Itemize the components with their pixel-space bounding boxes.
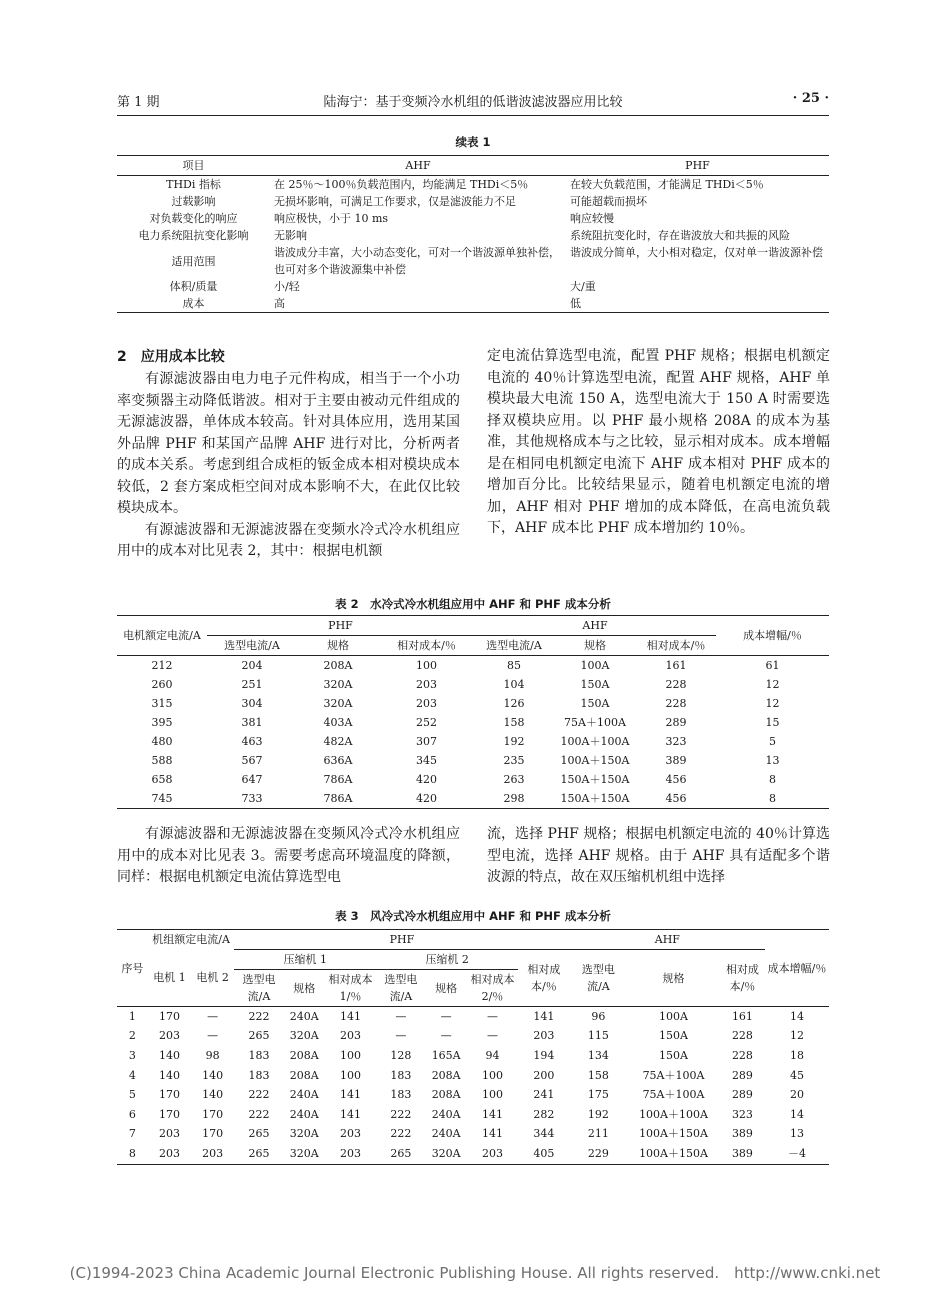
table-cell: 100 (340, 1068, 361, 1082)
table-cell: 194 (533, 1048, 555, 1062)
table-cell: 389 (720, 1144, 765, 1164)
table-cell: 140 (202, 1088, 224, 1102)
table-row (117, 694, 829, 713)
table-cell: 289 (665, 715, 687, 729)
table3-header-row (117, 930, 829, 950)
table1-header-row (117, 156, 829, 176)
table-cell: 12 (790, 1029, 805, 1043)
table-cell: 240A (431, 1107, 461, 1121)
table-cell: — (207, 1009, 219, 1023)
table-cell: 265 (248, 1127, 270, 1141)
table1-col-phf: PHF (566, 156, 829, 176)
table-cell: 8 (117, 1144, 148, 1164)
table-cell: 100A＋150A (560, 753, 630, 767)
table-cell: 8 (716, 789, 829, 809)
table-cell: 170 (158, 1088, 180, 1102)
table-cell: 251 (241, 677, 263, 691)
table-cell: 100A＋100A (560, 734, 630, 748)
table-cell: 150A (659, 1029, 688, 1043)
table2-sub-col: 选型电流/A (474, 636, 554, 656)
table3-col-rel1: 相对成本 1/％ (325, 970, 376, 1007)
right-column-text (487, 346, 830, 540)
table3-col-rel-total: 相对成本/％ (518, 950, 569, 1007)
table3-group-phf: PHF (234, 930, 569, 950)
table-cell: 150A (659, 1048, 688, 1062)
table-cell: 265 (234, 1144, 283, 1164)
running-title: 陆海宁：基于变频冷水机组的低谐波滤波器应用比较 (323, 95, 623, 110)
table-cell: 240A (289, 1088, 319, 1102)
table-cell: 203 (467, 1144, 518, 1164)
table-row (117, 1144, 829, 1164)
table3-comp2: 压缩机 2 (376, 950, 518, 970)
table1-col-item: 项目 (117, 156, 270, 176)
table-row (117, 1046, 829, 1066)
table-row (117, 656, 829, 676)
table-cell: 183 (248, 1068, 270, 1082)
table-row (117, 176, 829, 194)
table1-col-ahf: AHF (270, 156, 566, 176)
table-cell: 体积/质量 (169, 280, 218, 293)
table-cell: 208A (289, 1048, 319, 1062)
table-cell: — (395, 1029, 407, 1043)
paragraph: 流，选择 PHF 规格；根据电机额定电流的 40％计算选型电流，选择 AHF 规格。由于 AHF 具有适配多个谐波源的特点，故在双压缩机机组中选择 (487, 826, 830, 885)
table-cell: 75A＋100A (642, 1088, 705, 1102)
page-number: · 25 · (792, 91, 829, 106)
table-cell: 141 (533, 1009, 555, 1023)
table-cell: 240A (289, 1009, 319, 1023)
table-cell: 100 (481, 1068, 503, 1082)
table-cell: 240A (431, 1127, 461, 1141)
table-cell: 265 (248, 1029, 270, 1043)
table-cell: 140 (158, 1048, 180, 1062)
table3 (117, 929, 829, 1165)
table-cell: 100 (340, 1048, 361, 1062)
table-cell: 141 (481, 1107, 503, 1121)
table-cell: 203 (340, 1029, 361, 1043)
table-row (117, 244, 829, 278)
table-cell: — (486, 1029, 498, 1043)
table-cell: －4 (765, 1144, 829, 1164)
table-cell: 345 (416, 753, 437, 767)
table-row (117, 295, 829, 313)
table-cell: 228 (731, 1048, 753, 1062)
table-cell: 260 (151, 677, 173, 691)
table-cell: 100 (416, 658, 437, 672)
table-row (117, 789, 829, 809)
table-cell: 在 25％～100％负载范围内，均能满足 THDi＜5％ (274, 178, 529, 191)
table-cell: 系统阻抗变化时，存在谐波放大和共振的风险 (570, 229, 790, 242)
table-cell: 403A (323, 715, 353, 729)
table3-caption: 表 3 风冷式冷水机组应用中 AHF 和 PHF 成本分析 (335, 909, 611, 923)
table-row (117, 713, 829, 732)
left-column-text-2 (117, 824, 460, 889)
table-cell: 170 (158, 1009, 180, 1023)
table-cell: 192 (503, 734, 525, 748)
table-cell: 241 (533, 1088, 555, 1102)
left-column-text (117, 369, 460, 563)
table-cell: 381 (241, 715, 263, 729)
table-cell: 13 (765, 753, 780, 767)
table2-sub-col: 规格 (554, 636, 636, 656)
table-cell: 5 (769, 734, 776, 748)
table-cell: 315 (151, 696, 173, 710)
table-cell: 588 (151, 753, 173, 767)
table-cell: 222 (248, 1107, 270, 1121)
table-cell: 13 (790, 1127, 805, 1141)
table-cell: 203 (158, 1029, 180, 1043)
table-cell: 150A＋150A (560, 772, 630, 786)
table3-col-sel2: 选型电流/A (376, 970, 425, 1007)
table3-col-m2: 电机 2 (191, 950, 234, 1007)
table-cell: 165A (431, 1048, 461, 1062)
table-cell: 463 (241, 734, 263, 748)
table-cell: 203 (340, 1127, 361, 1141)
paragraph: 有源滤波器和无源滤波器在变频水冷式冷水机组应用中的成本对比见表 2，其中：根据电机额 (117, 521, 460, 559)
table-row (117, 675, 829, 694)
table-cell: 320A (284, 1144, 325, 1164)
table-cell: 15 (765, 715, 780, 729)
table-cell: 158 (587, 1068, 609, 1082)
table3-body (117, 1007, 829, 1165)
table-cell: 低 (566, 295, 829, 313)
table2-sub-col: 相对成本/％ (636, 636, 716, 656)
table-cell: 无影响 (274, 229, 307, 242)
table2-sub-col: 选型电流/A (207, 636, 297, 656)
table-row (117, 751, 829, 770)
table-cell: 263 (503, 772, 525, 786)
table-cell: — (440, 1009, 452, 1023)
table-cell: 658 (151, 772, 173, 786)
table2-sub-col: 规格 (297, 636, 379, 656)
table-cell: 389 (665, 753, 687, 767)
table2-col-increase: 成本增幅/％ (716, 616, 829, 656)
table-cell: 304 (241, 696, 263, 710)
table-cell: 175 (587, 1088, 609, 1102)
table-cell: 3 (128, 1048, 136, 1062)
table-cell: 100A＋150A (627, 1144, 720, 1164)
table-cell: 222 (390, 1107, 412, 1121)
table-cell: 104 (503, 677, 525, 691)
table-cell: 208A (431, 1068, 461, 1082)
table-cell: 733 (207, 789, 297, 809)
table-cell: 170 (202, 1107, 224, 1121)
table-cell: 200 (533, 1068, 555, 1082)
table-cell: 94 (485, 1048, 500, 1062)
table-cell: 61 (765, 658, 780, 672)
table1-caption: 续表 1 (455, 135, 491, 149)
table-cell: 320A (426, 1144, 467, 1164)
table-cell: 140 (158, 1068, 180, 1082)
table-cell: 307 (416, 734, 437, 748)
table-cell: 183 (390, 1068, 412, 1082)
table2-caption: 表 2 水冷式冷水机组应用中 AHF 和 PHF 成本分析 (335, 597, 611, 611)
table-cell: 6 (128, 1107, 136, 1121)
table-cell: 208A (289, 1068, 319, 1082)
table-cell: 响应极快，小于 10 ms (274, 212, 389, 225)
table-cell: 456 (665, 772, 687, 786)
table-cell: 786A (323, 772, 353, 786)
table-row (117, 770, 829, 789)
table-cell: 过载影响 (171, 195, 216, 208)
table-cell: 289 (731, 1068, 753, 1082)
table-row (117, 732, 829, 751)
table-cell: 212 (151, 658, 173, 672)
table-cell: 240A (289, 1107, 319, 1121)
table-cell: 7 (128, 1127, 136, 1141)
table-cell: 320A (289, 1029, 319, 1043)
table2-group-phf: PHF (207, 616, 474, 636)
table-cell: 228 (665, 696, 687, 710)
table-row (117, 1027, 829, 1047)
table3-col-spec2: 规格 (426, 970, 467, 1007)
table-cell: — (486, 1009, 498, 1023)
table-cell: 320A (323, 677, 353, 691)
table-cell: 小/轻 (274, 280, 300, 293)
table-cell: 208A (431, 1088, 461, 1102)
table-cell: 161 (665, 658, 687, 672)
table-cell: 85 (507, 658, 521, 672)
table3-col-rel2: 相对成本 2/％ (467, 970, 518, 1007)
paragraph: 有源滤波器和无源滤波器在变频风冷式冷水机组应用中的成本对比见表 3。需要考虑高环境温度的降额，同样：根据电机额定电流估算选型电 (117, 826, 460, 885)
table3-col-spec1: 规格 (284, 970, 325, 1007)
table-cell: 203 (148, 1144, 191, 1164)
table-cell: 2 (128, 1029, 136, 1043)
table-cell: 141 (340, 1009, 361, 1023)
table-cell: 谐波成分丰富，大小动态变化，可对一个谐波源单独补偿，也可对多个谐波源集中补偿 (274, 246, 560, 276)
table-cell: 289 (731, 1088, 753, 1102)
table-cell: 282 (533, 1107, 555, 1121)
table-cell: 12 (765, 677, 780, 691)
section-heading: 2 应用成本比较 (117, 349, 225, 365)
table2-header-row (117, 616, 829, 636)
table-cell: 126 (503, 696, 525, 710)
table-cell: 482A (323, 734, 353, 748)
table2 (117, 615, 829, 809)
table-cell: 786A (297, 789, 379, 809)
table-cell: 389 (731, 1127, 753, 1141)
table-cell: 420 (416, 772, 437, 786)
table-cell: 对负载变化的响应 (149, 212, 238, 225)
table-cell: 420 (379, 789, 474, 809)
table-cell: 141 (481, 1127, 503, 1141)
table-cell: 18 (790, 1048, 805, 1062)
paragraph: 有源滤波器由电力电子元件构成，相当于一个小功率变频器主动降低谐波。相对于主要由被动元件组成的无源滤波器，单体成本较高。针对具体应用，选用某国外品牌 PHF 和某国产品牌 AHF 进行对比，分析两者的成本关系。考虑到组合成柜的钣金成本相对模块成本较低，2 套方案成柜空间对成本影响不大，在此仅比较模块成本。 (117, 371, 460, 516)
table-cell: 150A＋150A (554, 789, 636, 809)
table2-sub-col: 相对成本/％ (379, 636, 474, 656)
table-cell: 265 (376, 1144, 425, 1164)
table-cell: — (395, 1009, 407, 1023)
paragraph: 定电流估算选型电流，配置 PHF 规格；根据电机额定电流的 40％计算选型电流，配置 AHF 规格，AHF 单模块最大电流 150 A，选型电流大于 150 A 时需要选择双模块应用。以 PHF 最小规格 208A 的成本为基准，其他规格成本与之比较，显示相对成本。成本增幅是在相同电机额定电流下 AHF 成本相对 PHF 成本的增加百分比。比较结果显示，随着电机额定电流的增加，AHF 相对 PHF 增加的成本降低，在高电流负载下，AHF 成本比 PHF 成本增加约 10％。 (487, 348, 830, 536)
table2-col-motor: 电机额定电流/A (117, 616, 207, 656)
table3-col-seq: 序号 (117, 930, 148, 1007)
table-cell: 134 (587, 1048, 609, 1062)
table-row (117, 193, 829, 210)
table-cell: 203 (325, 1144, 376, 1164)
copyright-footer: (C)1994-2023 China Academic Journal Electronic Publishing House. All rights reserved. http://www.cnki.net (69, 1264, 881, 1282)
table-cell: 183 (390, 1088, 412, 1102)
table-cell: 128 (390, 1048, 412, 1062)
table-cell: 192 (587, 1107, 609, 1121)
table-cell: 235 (503, 753, 525, 767)
table-cell: 222 (248, 1088, 270, 1102)
table-cell: 456 (636, 789, 716, 809)
table3-comp1: 压缩机 1 (234, 950, 376, 970)
table-cell: 203 (158, 1127, 180, 1141)
table-cell: 229 (570, 1144, 628, 1164)
right-column-text-2 (487, 824, 830, 889)
table-cell: 567 (241, 753, 263, 767)
table-cell: 170 (202, 1127, 224, 1141)
table-cell: 395 (151, 715, 173, 729)
table-cell: 100A＋100A (639, 1107, 708, 1121)
table-cell: 14 (790, 1107, 805, 1121)
table-row (117, 227, 829, 244)
table-cell: — (440, 1029, 452, 1043)
table3-col-sel1: 选型电流/A (234, 970, 283, 1007)
table-cell: 96 (591, 1009, 606, 1023)
table-cell: 480 (151, 734, 173, 748)
table-cell: 141 (340, 1088, 361, 1102)
table-cell: 5 (128, 1088, 136, 1102)
table1 (117, 155, 829, 313)
table-cell: 98 (205, 1048, 220, 1062)
table-cell: 谐波成分简单，大小相对稳定，仅对单一谐波源补偿 (570, 246, 823, 259)
table3-group-ahf: AHF (570, 930, 765, 950)
table-row (117, 1125, 829, 1145)
table3-col-ahf-rel: 相对成本/％ (720, 950, 765, 1007)
table-cell: 在较大负载范围，才能满足 THDi＜5％ (570, 178, 764, 191)
table3-header-row-2 (117, 950, 829, 970)
table-cell: 222 (248, 1009, 270, 1023)
table-cell: 158 (503, 715, 525, 729)
table-cell: 高 (270, 295, 566, 313)
table-cell: 8 (769, 772, 776, 786)
table-cell: THDi 指标 (166, 178, 221, 191)
table-cell: 4 (128, 1068, 136, 1082)
header-rule (117, 115, 829, 116)
table-row (117, 1066, 829, 1086)
table-cell: 204 (241, 658, 263, 672)
table-cell: 320A (289, 1127, 319, 1141)
table-cell: 75A＋100A (642, 1068, 705, 1082)
table-cell: 115 (587, 1029, 609, 1043)
table-cell: 183 (248, 1048, 270, 1062)
table-cell: 电力系统阻抗变化影响 (138, 229, 249, 242)
table-cell: 12 (765, 696, 780, 710)
table-cell: 203 (191, 1144, 234, 1164)
table-cell: — (207, 1029, 219, 1043)
table-cell: 140 (202, 1068, 224, 1082)
table-cell: 320A (323, 696, 353, 710)
table3-col-unit-current: 机组额定电流/A (148, 930, 234, 950)
table-cell: 323 (665, 734, 687, 748)
table-cell: 170 (158, 1107, 180, 1121)
table-cell: 无损坏影响，可满足工作要求，仅是滤波能力不足 (274, 195, 516, 208)
table-cell: 100A (659, 1009, 688, 1023)
table-row (117, 278, 829, 295)
table-cell: 344 (533, 1127, 555, 1141)
table-row (117, 1105, 829, 1125)
table3-col-m1: 电机 1 (148, 950, 191, 1007)
table-cell: 745 (117, 789, 207, 809)
table-cell: 228 (731, 1029, 753, 1043)
issue-number: 第 1 期 (117, 95, 160, 110)
table-row (117, 1085, 829, 1105)
table-cell: 响应较慢 (570, 212, 614, 225)
table3-col-ahf-sel: 选型电流/A (570, 950, 628, 1007)
table-cell: 647 (241, 772, 263, 786)
table-cell: 75A＋100A (564, 715, 626, 729)
table-cell: 适用范围 (171, 254, 216, 268)
table-cell: 100A＋150A (639, 1127, 708, 1141)
table-cell: 100A (580, 658, 610, 672)
table-cell: 150A (580, 677, 610, 691)
table-cell: 203 (416, 677, 437, 691)
table-cell: 211 (587, 1127, 609, 1141)
table-cell: 成本 (117, 295, 270, 313)
table-cell: 161 (731, 1009, 753, 1023)
table-cell: 20 (790, 1088, 805, 1102)
table-cell: 323 (731, 1107, 753, 1121)
table-cell: 252 (416, 715, 437, 729)
table2-group-ahf: AHF (474, 616, 716, 636)
table-row (117, 210, 829, 227)
table-row (117, 1007, 829, 1027)
table3-col-ahf-spec: 规格 (627, 950, 720, 1007)
table-cell: 228 (665, 677, 687, 691)
table-cell: 1 (128, 1009, 136, 1023)
table-cell: 150A (580, 696, 610, 710)
table3-col-increase: 成本增幅/％ (765, 930, 829, 1007)
table-cell: 405 (518, 1144, 569, 1164)
table-cell: 可能超载而损坏 (570, 195, 647, 208)
table-cell: 208A (323, 658, 353, 672)
table-cell: 大/重 (570, 280, 596, 293)
table-cell: 14 (790, 1009, 805, 1023)
table-cell: 636A (323, 753, 353, 767)
table-cell: 100 (481, 1088, 503, 1102)
table-cell: 298 (474, 789, 554, 809)
table-cell: 45 (790, 1068, 805, 1082)
table-cell: 203 (416, 696, 437, 710)
table-cell: 203 (533, 1029, 555, 1043)
table-cell: 222 (390, 1127, 412, 1141)
table2-body (117, 656, 829, 809)
table-cell: 141 (340, 1107, 361, 1121)
